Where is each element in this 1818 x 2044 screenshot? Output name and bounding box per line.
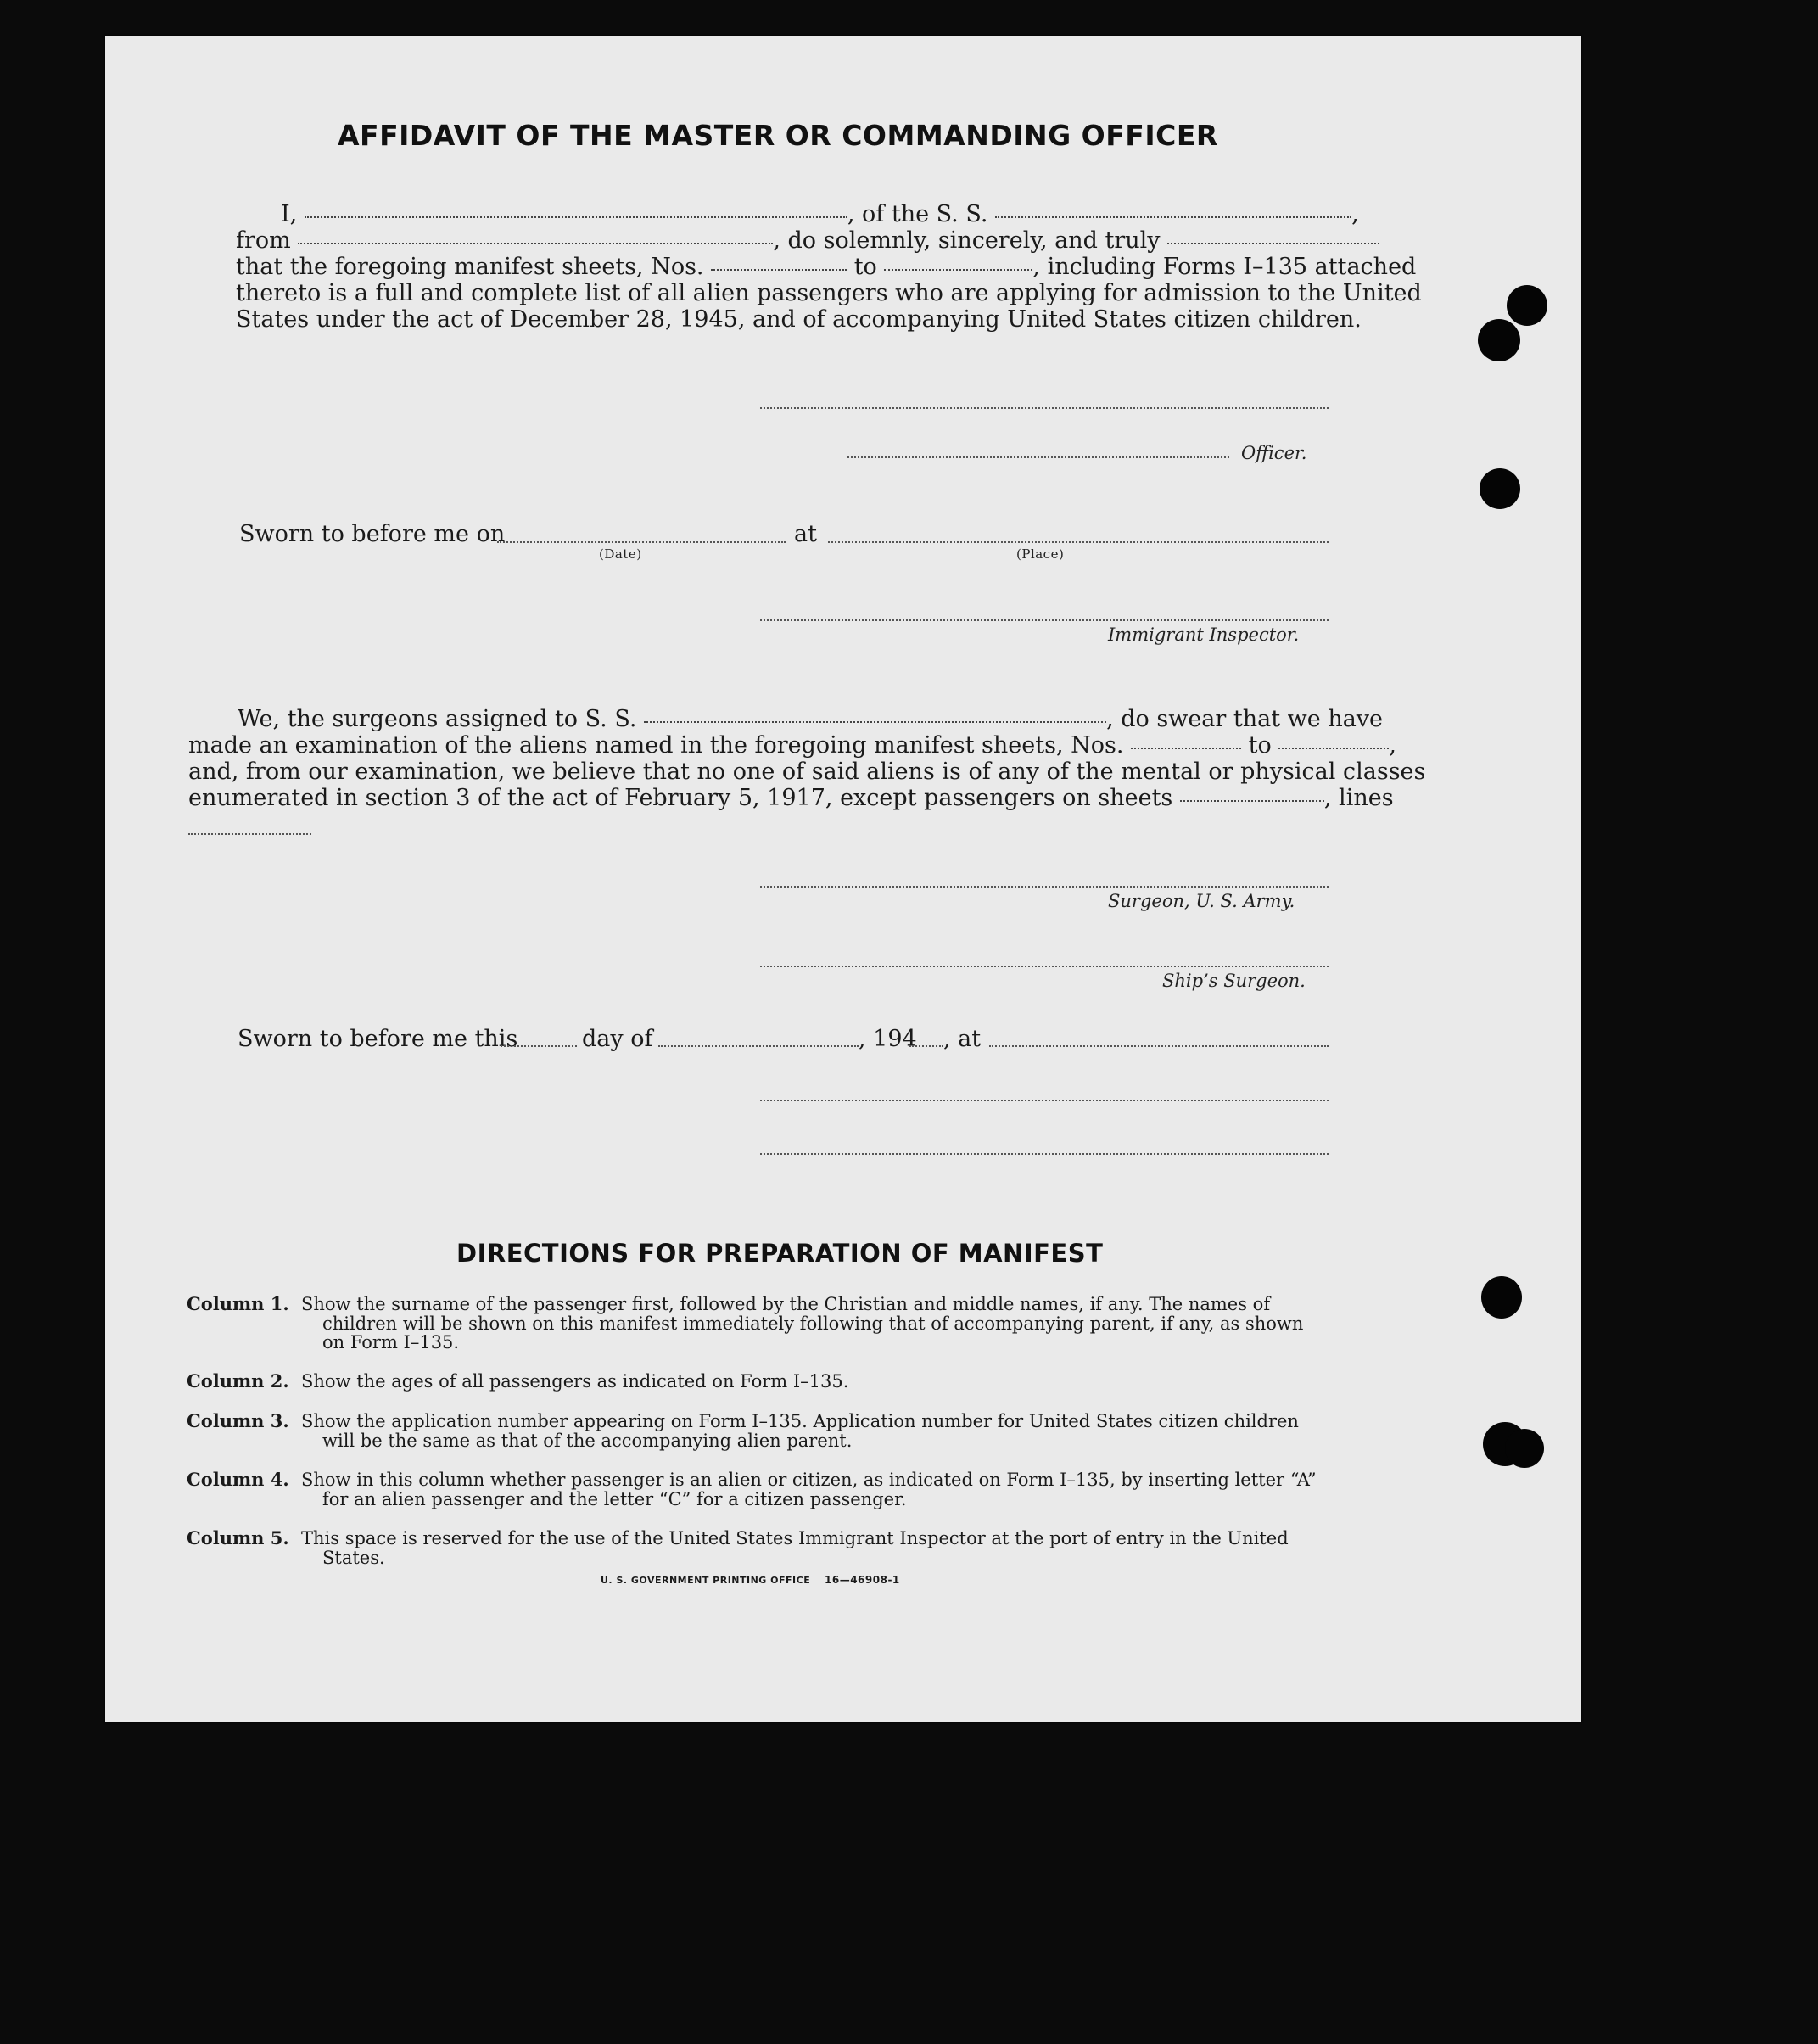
surg-line1-b: , do swear that we have	[1106, 706, 1384, 732]
except-lines-field[interactable]	[188, 833, 311, 835]
binder-hole	[1480, 468, 1520, 509]
sworn2-signature-line[interactable]	[760, 1100, 1329, 1101]
printer-imprint: U. S. GOVERNMENT PRINTING OFFICE	[601, 1575, 811, 1586]
surg-sheet-from-field[interactable]	[1131, 747, 1241, 749]
surgeons-paragraph	[188, 706, 1426, 811]
ship-surgeon-caption: Ship’s Surgeon.	[1162, 971, 1306, 991]
officer-title-line[interactable]	[847, 456, 1229, 458]
direction-line1: Show the surname of the passenger first, followed by the Christian and middle names, if any. The names of	[301, 1294, 1271, 1314]
form-code: 16—46908-1	[825, 1574, 900, 1586]
direction-item	[187, 1370, 1340, 1392]
sworn1-date-field[interactable]	[497, 541, 786, 543]
aff-line1-b: , of the S. S.	[847, 201, 988, 227]
surg-ship-field[interactable]	[644, 720, 1106, 723]
sworn2-month-field[interactable]	[658, 1045, 859, 1047]
form-page	[105, 36, 1581, 1722]
direction-item	[187, 1527, 1340, 1567]
direction-line3: on Form I–135.	[322, 1332, 460, 1352]
binder-hole	[1505, 1429, 1544, 1468]
inspector-signature-line[interactable]	[760, 619, 1329, 621]
directions-list	[187, 1293, 1340, 1567]
sworn2-text-b: day of	[582, 1026, 653, 1052]
officer-caption: Officer.	[1241, 443, 1307, 463]
direction-label: Column 4.	[187, 1469, 289, 1490]
oath-field[interactable]	[1167, 242, 1379, 244]
surg-line4-b: , lines	[1323, 785, 1394, 811]
direction-line1: Show the ages of all passengers as indicated on Form I–135.	[301, 1371, 849, 1392]
direction-line1: Show in this column whether passenger is an alien or citizen, as indicated on Form I–135, by inserting letter “A”	[301, 1470, 1317, 1490]
affidavit-paragraph	[236, 201, 1440, 333]
master-name-field[interactable]	[305, 216, 847, 218]
surg-line2-c: ,	[1389, 732, 1396, 759]
army-surgeon-signature-line[interactable]	[760, 886, 1329, 888]
aff-line5: States under the act of December 28, 1945, and of accompanying United States citizen children.	[236, 306, 1362, 333]
sheet-to-field[interactable]	[884, 268, 1032, 271]
from-port-field[interactable]	[298, 242, 773, 244]
directions-title: DIRECTIONS FOR PREPARATION OF MANIFEST	[456, 1239, 1104, 1268]
inspector-caption: Immigrant Inspector.	[1108, 624, 1300, 645]
direction-line1: Show the application number appearing on Form I–135. Application number for United States citizen children	[301, 1411, 1299, 1431]
sworn2-year-field[interactable]	[909, 1045, 943, 1047]
sheet-from-field[interactable]	[711, 268, 847, 271]
sworn2-day-field[interactable]	[501, 1045, 577, 1047]
aff-line3-a: that the foregoing manifest sheets, Nos.	[236, 254, 704, 280]
direction-label: Column 5.	[187, 1527, 289, 1548]
sworn2-text-a: Sworn to before me this	[238, 1026, 518, 1052]
direction-item	[187, 1293, 1340, 1352]
aff-line3-b: to	[853, 254, 877, 280]
except-sheets-field[interactable]	[1180, 799, 1324, 802]
aff-line1-c: ,	[1351, 201, 1359, 227]
date-caption: (Date)	[599, 546, 642, 562]
sworn2-text-c: , 194	[859, 1026, 917, 1052]
binder-hole	[1481, 1276, 1522, 1319]
direction-line1: This space is reserved for the use of the United States Immigrant Inspector at the port of entry in the United	[301, 1528, 1289, 1548]
binder-hole	[1478, 319, 1520, 361]
aff-line1-a: I,	[281, 201, 298, 227]
army-surgeon-caption: Surgeon, U. S. Army.	[1108, 891, 1295, 911]
direction-line2: for an alien passenger and the letter “C” for a citizen passenger.	[322, 1489, 907, 1509]
sworn2-title-line[interactable]	[760, 1153, 1329, 1155]
surg-sheet-to-field[interactable]	[1278, 747, 1389, 749]
direction-label: Column 2.	[187, 1370, 289, 1392]
sworn1-place-field[interactable]	[828, 541, 1329, 543]
direction-label: Column 3.	[187, 1410, 289, 1431]
aff-line4: thereto is a full and complete list of all alien passengers who are applying for admission to the United	[236, 280, 1422, 306]
surg-line2-a: made an examination of the aliens named in the foregoing manifest sheets, Nos.	[188, 732, 1124, 759]
direction-item	[187, 1469, 1340, 1509]
surg-line1-a: We, the surgeons assigned to S. S.	[238, 706, 637, 732]
sworn1-text-a: Sworn to before me on	[239, 521, 506, 547]
place-caption: (Place)	[1016, 546, 1065, 562]
surg-line3: and, from our examination, we believe that no one of said aliens is of any of the mental or physical classes	[188, 759, 1426, 785]
direction-line2: children will be shown on this manifest immediately following that of accompanying parent, if any, as shown	[322, 1313, 1304, 1334]
direction-label: Column 1.	[187, 1293, 289, 1314]
sworn2-place-field[interactable]	[989, 1045, 1329, 1047]
ship-surgeon-signature-line[interactable]	[760, 966, 1329, 967]
aff-line2-a: from	[236, 227, 291, 254]
direction-item	[187, 1410, 1340, 1450]
ship-name-field[interactable]	[995, 216, 1351, 218]
aff-line3-c: , including Forms I–135 attached	[1032, 254, 1417, 280]
aff-line2-b: , do solemnly, sincerely, and truly	[773, 227, 1161, 254]
sworn2-text-d: , at	[943, 1026, 982, 1052]
affidavit-title: AFFIDAVIT OF THE MASTER OR COMMANDING OFFICER	[338, 119, 1218, 152]
surg-line4-a: enumerated in section 3 of the act of February 5, 1917, except passengers on sheets	[188, 785, 1173, 811]
sworn1-text-b: at	[794, 521, 817, 547]
surg-line2-b: to	[1248, 732, 1272, 759]
master-signature-line[interactable]	[760, 407, 1329, 409]
binder-hole	[1507, 285, 1547, 326]
direction-line2: will be the same as that of the accompanying alien parent.	[322, 1431, 853, 1451]
direction-line2: States.	[322, 1548, 385, 1568]
